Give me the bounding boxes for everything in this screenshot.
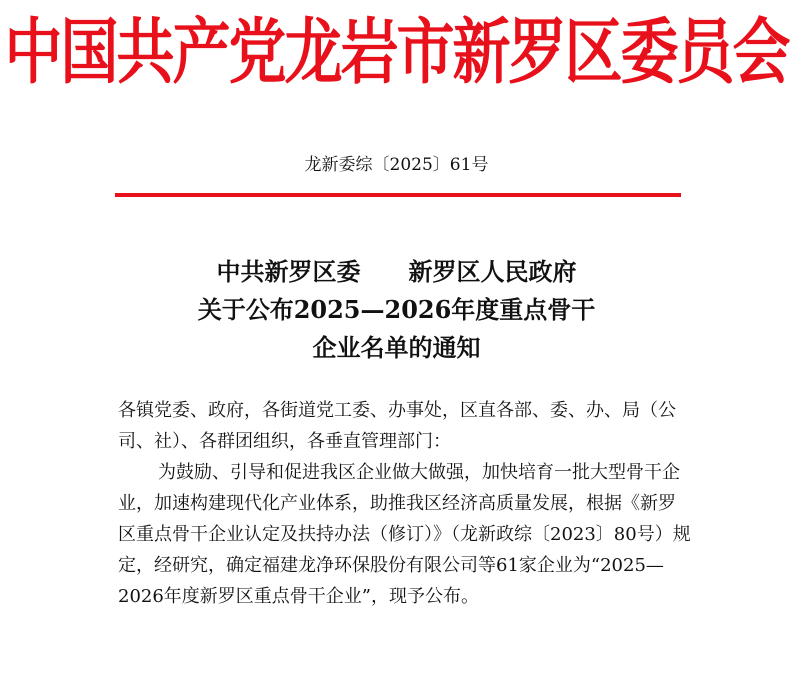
document-title <box>0 253 793 367</box>
recipients-paragraph: 各镇党委、政府，各街道党工委、办事处，区直各部、委、办、局（公司、社）、各群团组织，各垂直管理部门： <box>118 400 676 452</box>
title-line-2: 关于公布2025—2026年度重点骨干 <box>197 295 596 324</box>
body-paragraph: 为鼓励、引导和促进我区企业做大做强，加快培育一批大型骨干企业，加速构建现代化产业体系，助推我区经济高质量发展，根据《新罗区重点骨干企业认定及扶持办法（修订）》（龙新政综〔2023〕80号）规定，经研究，确定福建龙净环保股份有限公司等61家企业为“2025—2026年度新罗区重点骨干企业”，现予公布。 <box>118 462 691 607</box>
document-body <box>118 395 693 612</box>
title-line-1: 中共新罗区委 新罗区人民政府 <box>216 257 577 286</box>
red-divider-line <box>115 193 681 197</box>
red-header-title: 中国共产党龙岩市新罗区委员会 <box>4 10 789 94</box>
title-line-3: 企业名单的通知 <box>312 333 481 362</box>
document-number: 龙新委综〔2025〕61号 <box>304 155 489 175</box>
